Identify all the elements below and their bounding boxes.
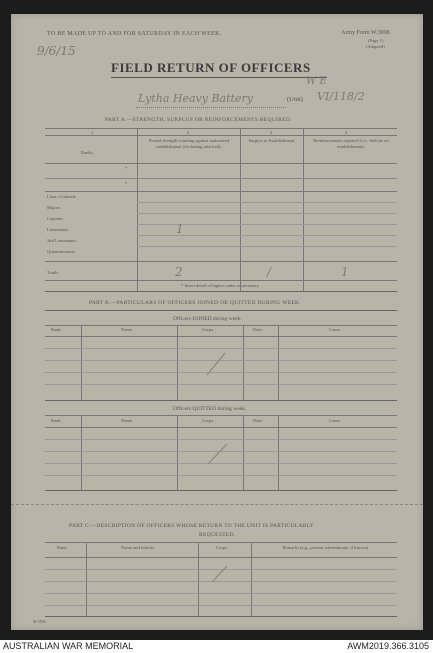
part-a-top-rule <box>45 128 397 129</box>
handwritten-total-posted: 2 <box>175 265 183 279</box>
part-a-title: PART A.—STRENGTH, SURPLUS OR REINFORCEMENTS REQUIRED. <box>105 117 292 123</box>
unit-label: (Unit) <box>287 96 303 103</box>
army-form-page: (Page 1) <box>368 38 384 43</box>
rank-quartermasters: Quartermasters <box>47 249 76 254</box>
part-b-title: PART B.—PARTICULARS OF OFFICERS JOINED OR QUITTED DURING WEEK. <box>89 300 301 306</box>
joined-col-cause: Cause. <box>329 327 342 332</box>
form-title: FIELD RETURN OF OFFICERS <box>111 60 311 75</box>
ranks-header: Ranks. <box>81 150 94 155</box>
part-c-title-line1: PART C.—DESCRIPTION OF OFFICERS WHOSE RETURN TO THE UNIT IS PARTICULARLY <box>69 523 315 529</box>
part-a-footnote: * Insert detail of higher ranks as necessary. <box>181 283 261 288</box>
joined-nil-stroke <box>201 349 231 379</box>
joined-col-name: Name. <box>121 327 134 332</box>
rank-lieutenants: Lieutenants <box>47 227 69 232</box>
reinforcements-header: Reinforcements required (i.e., deficits on establishment). <box>313 138 389 149</box>
quitted-col-date: Date. <box>253 418 263 423</box>
quitted-col-rank: Rank. <box>51 418 62 423</box>
handwritten-total-surplus: / <box>267 265 272 279</box>
rank-lieut-colonels: Lieut.-Colonels <box>47 194 76 199</box>
rank-captains: Captains <box>47 216 64 221</box>
totals-label: Totals <box>47 270 59 275</box>
col-number-4: 4 <box>345 130 348 135</box>
form-instruction: TO BE MADE UP TO AND FOR SATURDAY IN EACH WEEK. <box>47 31 222 37</box>
handwritten-total-reinforcements: 1 <box>341 265 349 279</box>
archive-accession-number: AWM2019.366.3105 <box>347 641 429 651</box>
army-form-adapted: (Adapted) <box>366 44 385 49</box>
col-number-2: 2 <box>187 130 190 135</box>
field-return-form: TO BE MADE UP TO AND FOR SATURDAY IN EACH WEEK. Army Form W.3008 (Page 1) (Adapted) 9/6/15 FIELD RETURN OF OFFICERS W E Lytha Heavy Battery (Unit) VI/118/2 PART A.—STRENGTH, SURPLUS OR REINFORCEMENTS REQUIRED. 1 2 3 4 Ranks. Posted strength counting against authorized establishment (excluding attached). Surplus to Establishment. Reinforcements required (i.e., deficits on establishment). * * Lieut.-Colonels Majors Captains Lieutenants 2nd Lieutenants Quartermasters 1 Totals 2 / 1 * Insert detail of higher ranks as necessary. PART B.—PARTICULARS OF OFFICERS JOINED OR QUITTED DURING WEEK. Officers JOINED during week. Rank. Name. Corps. Date. Cause. Officers QUITTED during week. Rank. Name. Corps. Date. Cause. PART C.—DESCRIPTION OF OFFICERS WHOSE RETURN TO THE UNIT IS PARTICULARLY REQUESTED. Rank. Name and Initials. Corps. Remarks (e.g., present whereabouts, if known). M 3100 <box>11 14 423 630</box>
rank-2nd-lieutenants: 2nd Lieutenants <box>47 238 77 243</box>
archive-footer <box>0 640 433 653</box>
joined-col-date: Date. <box>253 327 263 332</box>
partc-col-name: Name and Initials. <box>121 545 155 550</box>
partc-col-corps: Corps. <box>216 545 229 550</box>
print-code: M 3100 <box>33 619 46 624</box>
quitted-title: Officers QUITTED during week. <box>173 406 247 412</box>
posted-strength-header: Posted strength counting against authorized establishment (excluding attached). <box>148 138 230 149</box>
rank-majors: Majors <box>47 205 61 210</box>
partc-nil-stroke <box>208 562 232 586</box>
quitted-col-corps: Corps. <box>202 418 215 423</box>
partc-col-rank: Rank. <box>57 545 68 550</box>
col-number-3: 3 <box>270 130 273 135</box>
part-c-title-line2: REQUESTED. <box>199 532 236 538</box>
col-number-1: 1 <box>91 130 94 135</box>
partc-col-remarks: Remarks (e.g., present whereabouts, if known). <box>282 545 370 550</box>
joined-title: Officers JOINED during week. <box>173 316 242 322</box>
archive-name: AUSTRALIAN WAR MEMORIAL <box>3 641 134 651</box>
handwritten-lieutenants-count: 1 <box>176 222 184 236</box>
handwritten-date: VI/118/2 <box>317 90 365 103</box>
quitted-col-cause: Cause. <box>329 418 342 423</box>
handwritten-we: W E <box>306 76 327 87</box>
fold-line <box>11 504 423 505</box>
joined-col-corps: Corps. <box>202 327 215 332</box>
handwritten-reference: 9/6/15 <box>37 44 76 58</box>
handwritten-unit-name: Lytha Heavy Battery <box>138 92 253 105</box>
surplus-header: Surplus to Establishment. <box>248 138 296 143</box>
unit-dotted-line <box>136 107 286 108</box>
joined-col-rank: Rank. <box>51 327 62 332</box>
army-form-number: Army Form W.3008 <box>341 30 390 36</box>
quitted-nil-stroke <box>203 439 233 469</box>
title-underline <box>111 77 327 78</box>
quitted-col-name: Name. <box>121 418 134 423</box>
